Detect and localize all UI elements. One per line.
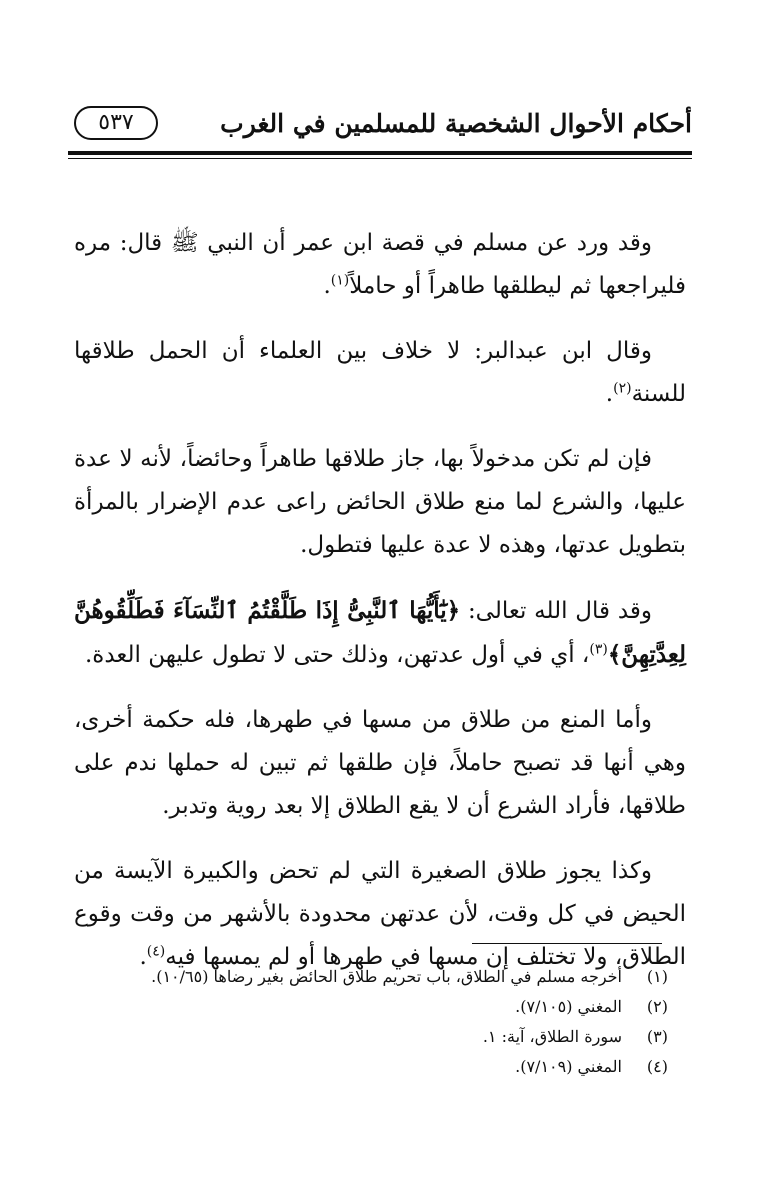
- paragraph-2: [74, 330, 686, 416]
- running-title: أحكام الأحوال الشخصية للمسلمين في الغرب: [220, 109, 692, 138]
- footnote-number: (١): [646, 967, 668, 986]
- paragraph-2-text: وقال ابن عبدالبر: لا خلاف بين العلماء أن الحمل طلاقها للسنة: [74, 338, 686, 407]
- paragraph-1: [74, 222, 686, 308]
- footnote-1: [74, 962, 668, 992]
- footnote-number: (٣): [646, 1027, 668, 1046]
- footnote-mark-2: (٢): [613, 380, 632, 397]
- main-text: [74, 222, 686, 979]
- quran-verse: ﴿يَٰٓأَيُّهَا ٱلنَّبِىُّ إِذَا طَلَّقْتُمُ ٱلنِّسَآءَ فَطَلِّقُوهُنَّ لِعِدَّتِهِنَّ﴾: [74, 597, 686, 668]
- paragraph-6: [74, 850, 686, 979]
- footnote-mark-3: (٣): [589, 641, 608, 658]
- paragraph-4-intro: وقد قال الله تعالى:: [467, 598, 652, 624]
- footnote-text: سورة الطلاق، آية: ١.: [482, 1027, 622, 1046]
- page-header: [68, 100, 692, 150]
- paragraph-4: [74, 589, 686, 677]
- paragraph-6-text: وكذا يجوز طلاق الصغيرة التي لم تحض والكبيرة الآيسة من الحيض في كل وقت، لأن عدتهن محدودة بالأشهر من وقت وقوع الطلاق، ولا تختلف إن مسها في طهرها أو لم يمسها فيه: [74, 858, 686, 970]
- footnote-2: [74, 992, 668, 1022]
- footnotes: [74, 962, 668, 1082]
- paragraph-5: [74, 699, 686, 828]
- footnote-mark-4: (٤): [146, 943, 166, 960]
- paragraph-4-rest: ، أي في أول عدتهن، وذلك حتى لا تطول عليهن العدة.: [84, 642, 590, 668]
- paragraph-1-end: .: [323, 273, 331, 299]
- paragraph-1-text: وقد ورد عن مسلم في قصة ابن عمر أن النبي ﷺ قال: مره فليراجعها ثم ليطلقها طاهراً أو حاملاً: [74, 230, 686, 299]
- paragraph-3: [74, 438, 686, 567]
- footnote-number: (٢): [646, 997, 668, 1016]
- footnote-text: المغني (٧/١٠٩).: [515, 1057, 622, 1076]
- footnote-mark-1: (١): [330, 272, 350, 289]
- footnote-4: [74, 1052, 668, 1082]
- paragraph-2-end: .: [605, 381, 614, 407]
- header-rule-thin: [68, 158, 692, 159]
- footnote-separator: [472, 943, 662, 944]
- footnote-3: [74, 1022, 668, 1052]
- footnote-number: (٤): [646, 1057, 668, 1076]
- page-number: ٥٣٧: [74, 106, 158, 140]
- paragraph-5-text: وأما المنع من طلاق من مسها في طهرها، فله حكمة أخرى، وهي أنها قد تصبح حاملاً، فإن طلقها ثم تبين له حملها ندم على طلاقها، فأراد الشرع أن لا يقع الطلاق إلا بعد روية وتدبر.: [74, 707, 686, 819]
- footnote-text: المغني (٧/١٠٥).: [515, 997, 622, 1016]
- paragraph-3-text: فإن لم تكن مدخولاً بها، جاز طلاقها طاهراً وحائضاً، لأنه لا عدة عليها، والشرع لما منع طلاق الحائض راعى عدم الإضرار بالمرأة بتطويل عدتها، وهذه لا عدة عليها فتطول.: [74, 446, 686, 558]
- footnote-text: أخرجه مسلم في الطلاق، باب تحريم طلاق الحائض بغير رضاها (١٠/٦٥).: [151, 967, 622, 986]
- header-rule-thick: [68, 151, 692, 155]
- paragraph-6-end: .: [139, 944, 147, 970]
